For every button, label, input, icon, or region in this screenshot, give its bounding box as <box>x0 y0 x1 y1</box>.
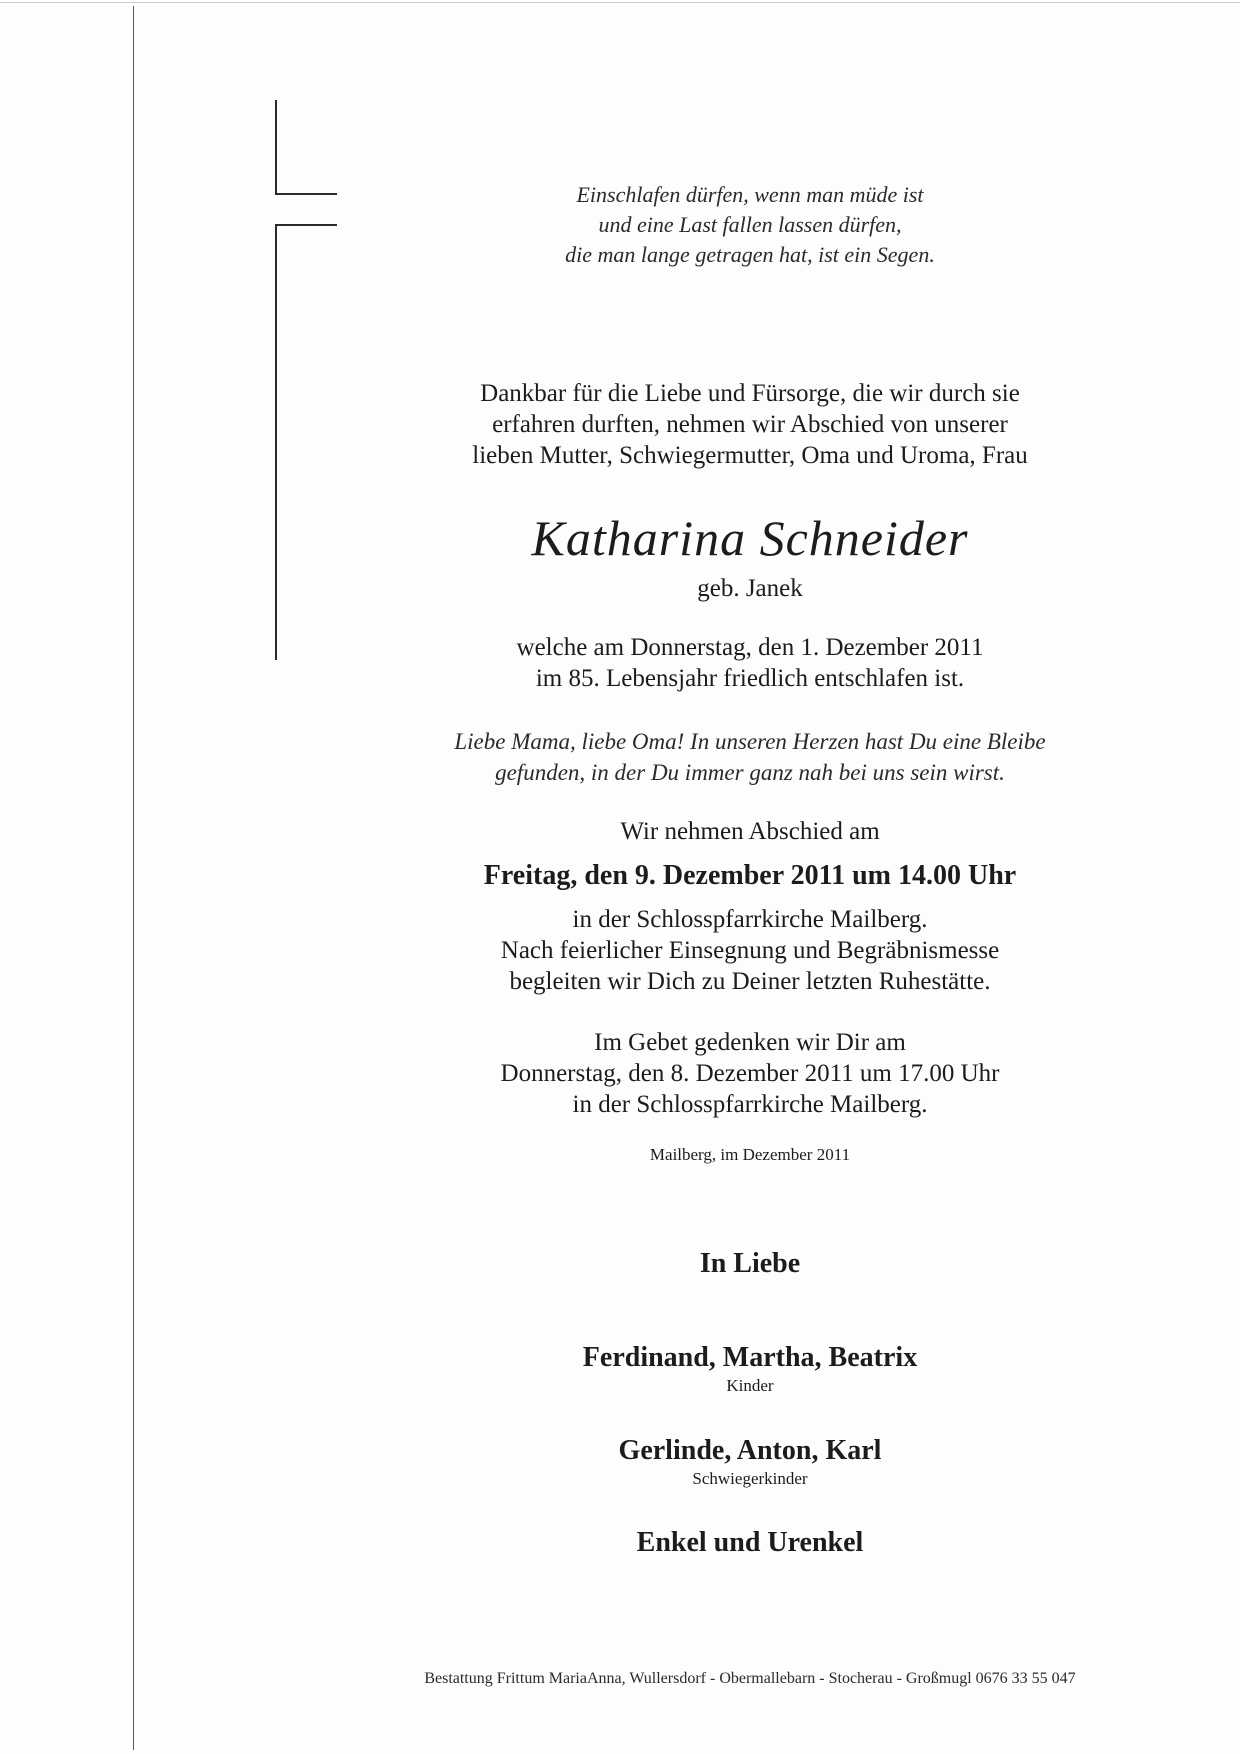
in-love-heading: In Liebe <box>699 1248 801 1279</box>
motto-line: die man lange getragen hat, ist ein Segen. <box>565 242 935 267</box>
funeral-line: in der Schlosspfarrkirche Mailberg. <box>572 906 928 933</box>
prayer-notice <box>400 1027 1100 1120</box>
motto-line: und eine Last fallen lassen dürfen, <box>598 212 902 237</box>
mourner-group <box>400 1526 1100 1560</box>
left-border <box>133 6 134 1750</box>
mourner-role: Kinder <box>726 1376 774 1395</box>
mourner-group <box>400 1434 1100 1490</box>
death-notice <box>400 632 1100 694</box>
personal-quote <box>400 726 1100 788</box>
prayer-line: Im Gebet gedenken wir Dir am <box>594 1029 906 1056</box>
maiden-name: geb. Janek <box>697 575 803 602</box>
deceased-name: Katharina Schneider <box>531 510 969 566</box>
intro-line: Dankbar für die Liebe und Fürsorge, die wir durch sie <box>480 380 1020 407</box>
mourner-names: Ferdinand, Martha, Beatrix <box>582 1342 918 1373</box>
place-date: Mailberg, im Dezember 2011 <box>649 1145 851 1164</box>
intro-text <box>400 378 1100 471</box>
top-border <box>0 2 1240 3</box>
death-line: im 85. Lebensjahr friedlich entschlafen ist. <box>535 665 965 692</box>
prayer-line: in der Schlosspfarrkirche Mailberg. <box>572 1091 928 1118</box>
motto-verse <box>400 180 1100 270</box>
death-line: welche am Donnerstag, den 1. Dezember 2011 <box>516 634 984 661</box>
mourner-group <box>400 1341 1100 1397</box>
motto-line: Einschlafen dürfen, wenn man müde ist <box>576 182 924 207</box>
funeral-home-footer: Bestattung Frittum MariaAnna, Wullersdorf - Obermallebarn - Stocherau - Großmugl 0676 33 55 047 <box>424 1670 1076 1687</box>
quote-line: Liebe Mama, liebe Oma! In unseren Herzen hast Du eine Bleibe <box>454 729 1046 754</box>
intro-line: erfahren durften, nehmen wir Abschied von unserer <box>492 411 1008 438</box>
farewell-intro: Wir nehmen Abschied am <box>620 818 880 845</box>
prayer-line: Donnerstag, den 8. Dezember 2011 um 17.00 Uhr <box>500 1060 1000 1087</box>
funeral-date: Freitag, den 9. Dezember 2011 um 14.00 Uhr <box>483 860 1017 891</box>
quote-line: gefunden, in der Du immer ganz nah bei uns sein wirst. <box>495 760 1005 785</box>
mourner-names: Enkel und Urenkel <box>636 1527 864 1558</box>
funeral-line: Nach feierlicher Einsegnung und Begräbnismesse <box>500 937 1000 964</box>
intro-line: lieben Mutter, Schwiegermutter, Oma und Uroma, Frau <box>472 442 1028 469</box>
funeral-line: begleiten wir Dich zu Deiner letzten Ruhestätte. <box>509 968 991 995</box>
funeral-details <box>400 904 1100 997</box>
mourner-role: Schwiegerkinder <box>692 1469 808 1488</box>
mourner-names: Gerlinde, Anton, Karl <box>618 1435 882 1466</box>
